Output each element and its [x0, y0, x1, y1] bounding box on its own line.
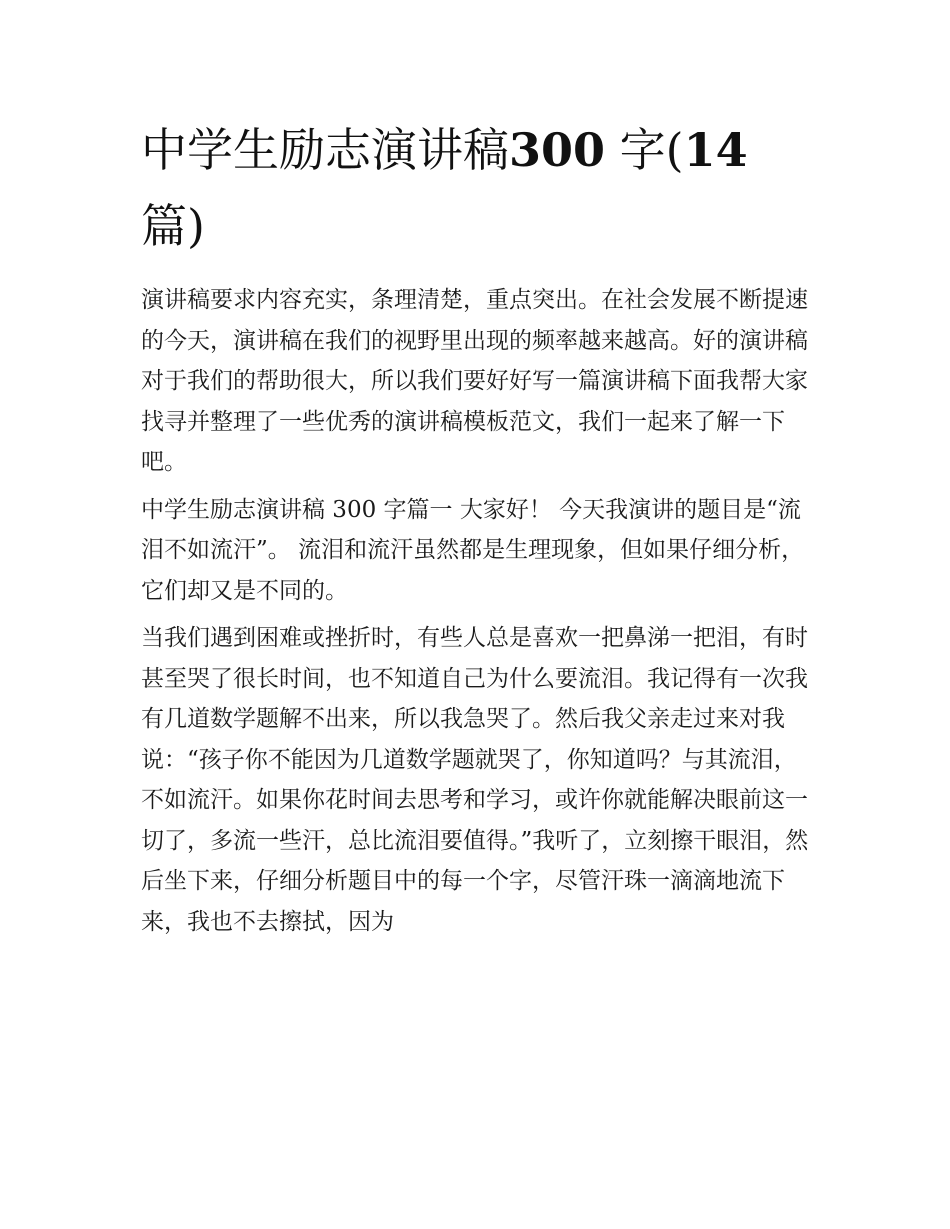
title-part-3: 字(	[619, 123, 684, 177]
title-part-4: 14	[683, 123, 748, 177]
title-part-2: 300	[509, 123, 606, 177]
paragraph-intro: 演讲稿要求内容充实，条理清楚，重点突出。在社会发展不断提速的今天，演讲稿在我们的视野里出现的频率越来越高。好的演讲稿对于我们的帮助很大，所以我们要好好写一篇演讲稿下面我帮大家找寻并整理了一些优秀的演讲稿模板范文，我们一起来了解一下吧。	[141, 287, 808, 475]
paragraph-speech-opening: 中学生励志演讲稿 300 字篇一 大家好！ 今天我演讲的题目是“流泪不如流汗”。 流泪和流汗虽然都是生理现象，但如果仔细分析，它们却又是不同的。	[141, 496, 805, 604]
document-title	[141, 112, 821, 264]
paragraph-story: 当我们遇到困难或挫折时，有些人总是喜欢一把鼻涕一把泪，有时甚至哭了很长时间，也不知道自己为什么要流泪。我记得有一次我有几道数学题解不出来，所以我急哭了。然后我父亲走过来对我说：“孩子你不能因为几道数学题就哭了，你知道吗？与其流泪，不如流汗。如果你花时间去思考和学习，或许你就能解决眼前这一切了，多流一些汗，总比流泪要值得。”我听了，立刻擦干眼泪，然后坐下来，仔细分析题目中的每一个字，尽管汗珠一滴滴地流下来，我也不去擦拭，因为	[141, 625, 809, 935]
title-part-1: 中学生励志演讲稿	[141, 123, 509, 177]
document-body	[141, 280, 816, 942]
title-part-5: 篇)	[141, 199, 205, 253]
